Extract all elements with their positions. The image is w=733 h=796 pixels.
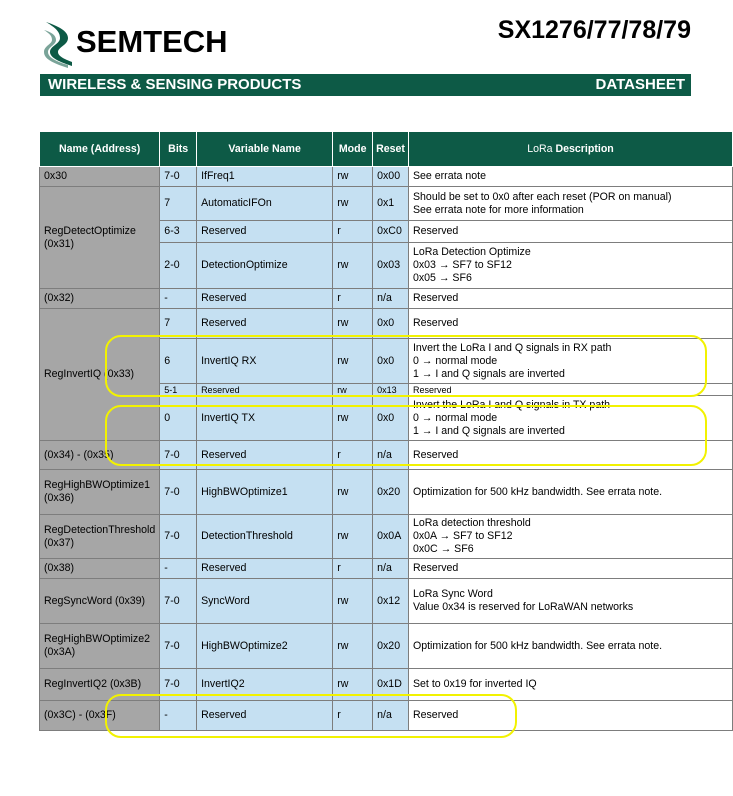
mode-cell: r xyxy=(333,559,373,579)
reset-cell: n/a xyxy=(373,441,409,470)
variable-cell: DetectionThreshold xyxy=(197,515,333,559)
reset-cell: 0xC0 xyxy=(373,221,409,243)
bits-cell: 7 xyxy=(160,309,197,339)
mode-cell: r xyxy=(333,441,373,470)
register-name-cell: RegSyncWord (0x39) xyxy=(40,579,160,624)
description-line: LoRa detection threshold xyxy=(412,517,531,529)
variable-cell: SyncWord xyxy=(197,579,333,624)
variable-cell: IfFreq1 xyxy=(197,167,333,187)
mode-cell: rw xyxy=(333,384,373,396)
description-line: 0x0C → SF6 xyxy=(412,543,474,555)
description-line: 0x03 → SF7 to SF12 xyxy=(412,259,512,271)
banner-right: DATASHEET xyxy=(595,76,685,93)
mode-cell: rw xyxy=(333,669,373,701)
mode-cell: r xyxy=(333,701,373,731)
reset-cell: n/a xyxy=(373,289,409,309)
description-cell xyxy=(408,221,732,243)
bits-cell: - xyxy=(160,559,197,579)
description-line: Invert the LoRa I and Q signals in TX path xyxy=(412,398,611,411)
reset-cell: 0x13 xyxy=(373,384,409,396)
register-name-cell: RegDetectOptimize (0x31) xyxy=(40,187,160,289)
description-cell xyxy=(408,339,732,384)
variable-cell: Reserved xyxy=(197,289,333,309)
variable-cell: AutomaticIFOn xyxy=(197,187,333,221)
mode-cell: rw xyxy=(333,339,373,384)
table-row xyxy=(40,289,733,309)
bits-cell: 7-0 xyxy=(160,515,197,559)
table-row xyxy=(40,309,733,339)
variable-cell: InvertIQ RX xyxy=(197,339,333,384)
table-row xyxy=(40,441,733,470)
bits-cell: 7-0 xyxy=(160,624,197,669)
description-line: LoRa Detection Optimize xyxy=(412,246,531,258)
bits-cell: 7 xyxy=(160,187,197,221)
description-cell xyxy=(408,559,732,579)
description-cell xyxy=(408,624,732,669)
description-line: 0 → normal mode xyxy=(412,354,498,367)
description-cell xyxy=(408,289,732,309)
bits-cell: 6-3 xyxy=(160,221,197,243)
doc-title: SX1276/77/78/79 xyxy=(497,16,691,44)
bits-cell: 5-1 xyxy=(160,384,197,396)
register-name-cell: (0x34) - (0x35) xyxy=(40,441,160,470)
variable-cell: Reserved xyxy=(197,221,333,243)
table-row xyxy=(40,579,733,624)
variable-cell: Reserved xyxy=(197,384,333,396)
variable-cell: Reserved xyxy=(197,559,333,579)
register-name-cell: (0x38) xyxy=(40,559,160,579)
description-line: Reserved xyxy=(412,709,459,721)
bits-cell: 0 xyxy=(160,396,197,441)
description-line: See errata note for more information xyxy=(412,203,584,216)
description-cell xyxy=(408,470,732,515)
description-cell xyxy=(408,515,732,559)
variable-cell: InvertIQ TX xyxy=(197,396,333,441)
description-line: Reserved xyxy=(412,562,459,574)
reset-cell: 0x0A xyxy=(373,515,409,559)
reset-cell: 0x20 xyxy=(373,470,409,515)
table-row xyxy=(40,701,733,731)
register-name-cell: 0x30 xyxy=(40,167,160,187)
col-header-description xyxy=(408,132,732,167)
variable-cell: Reserved xyxy=(197,309,333,339)
variable-cell: HighBWOptimize2 xyxy=(197,624,333,669)
table-row xyxy=(40,515,733,559)
reset-cell: 0x1 xyxy=(373,187,409,221)
bits-cell: 6 xyxy=(160,339,197,384)
description-line: Reserved xyxy=(412,384,452,395)
mode-cell: r xyxy=(333,221,373,243)
description-line: Reserved xyxy=(412,225,459,237)
reset-cell: 0x00 xyxy=(373,167,409,187)
description-cell xyxy=(408,396,732,441)
reset-cell: 0x0 xyxy=(373,309,409,339)
header-desc: Description xyxy=(555,143,614,155)
bits-cell: 7-0 xyxy=(160,441,197,470)
description-cell xyxy=(408,579,732,624)
logo-text: SEMTECH xyxy=(76,24,228,59)
description-line: Value 0x34 is reserved for LoRaWAN networks xyxy=(412,601,634,613)
description-line: 0x0A → SF7 to SF12 xyxy=(412,530,513,542)
banner-left: WIRELESS & SENSING PRODUCTS xyxy=(48,76,302,93)
mode-cell: rw xyxy=(333,243,373,289)
bits-cell: - xyxy=(160,701,197,731)
description-cell xyxy=(408,441,732,470)
mode-cell: rw xyxy=(333,396,373,441)
description-line: LoRa Sync Word xyxy=(412,588,493,600)
mode-cell: rw xyxy=(333,515,373,559)
header-lora: LoRa xyxy=(527,143,553,155)
mode-cell: rw xyxy=(333,624,373,669)
register-name-cell: RegInvertIQ2 (0x3B) xyxy=(40,669,160,701)
mode-cell: rw xyxy=(333,167,373,187)
register-name-cell: RegDetectionThreshold (0x37) xyxy=(40,515,160,559)
register-name-cell: RegHighBWOptimize1 (0x36) xyxy=(40,470,160,515)
variable-cell: HighBWOptimize1 xyxy=(197,470,333,515)
mode-cell: r xyxy=(333,289,373,309)
variable-cell: Reserved xyxy=(197,441,333,470)
col-header-reset: Reset xyxy=(373,132,409,167)
register-table xyxy=(39,131,733,731)
register-name-cell: RegHighBWOptimize2 (0x3A) xyxy=(40,624,160,669)
description-cell xyxy=(408,309,732,339)
description-line: See errata note xyxy=(412,170,486,182)
mode-cell: rw xyxy=(333,470,373,515)
table-row xyxy=(40,167,733,187)
reset-cell: 0x03 xyxy=(373,243,409,289)
description-cell xyxy=(408,669,732,701)
reset-cell: 0x1D xyxy=(373,669,409,701)
description-line: Reserved xyxy=(412,292,459,304)
description-line: Reserved xyxy=(412,448,459,461)
description-line: Optimization for 500 kHz bandwidth. See errata note. xyxy=(412,485,663,498)
bits-cell: 2-0 xyxy=(160,243,197,289)
table-row xyxy=(40,624,733,669)
col-header-variable: Variable Name xyxy=(197,132,333,167)
description-line: 0x05 → SF6 xyxy=(412,272,472,284)
reset-cell: 0x20 xyxy=(373,624,409,669)
description-cell xyxy=(408,701,732,731)
reset-cell: 0x0 xyxy=(373,396,409,441)
bits-cell: 7-0 xyxy=(160,470,197,515)
description-line: 1 → I and Q signals are inverted xyxy=(412,424,565,437)
description-line: 0 → normal mode xyxy=(412,411,498,424)
description-cell xyxy=(408,187,732,221)
reset-cell: 0x12 xyxy=(373,579,409,624)
variable-cell: InvertIQ2 xyxy=(197,669,333,701)
table-row xyxy=(40,669,733,701)
banner xyxy=(40,74,691,96)
description-line: 1 → I and Q signals are inverted xyxy=(412,367,565,380)
table-header-row xyxy=(40,132,733,167)
reset-cell: 0x0 xyxy=(373,339,409,384)
description-line: Optimization for 500 kHz bandwidth. See errata note. xyxy=(412,639,663,652)
reset-cell: n/a xyxy=(373,701,409,731)
bits-cell: 7-0 xyxy=(160,167,197,187)
register-name-cell: (0x3C) - (0x3F) xyxy=(40,701,160,731)
description-line: Reserved xyxy=(412,317,459,329)
register-name-cell: RegInvertIQ (0x33) xyxy=(40,309,160,441)
description-cell xyxy=(408,167,732,187)
description-cell xyxy=(408,384,732,396)
description-cell xyxy=(408,243,732,289)
reset-cell: n/a xyxy=(373,559,409,579)
mode-cell: rw xyxy=(333,579,373,624)
bits-cell: 7-0 xyxy=(160,669,197,701)
table-row xyxy=(40,559,733,579)
table-row xyxy=(40,187,733,221)
table-row xyxy=(40,470,733,515)
variable-cell: Reserved xyxy=(197,701,333,731)
description-line: Set to 0x19 for inverted IQ xyxy=(412,678,537,690)
col-header-bits: Bits xyxy=(160,132,197,167)
col-header-name: Name (Address) xyxy=(40,132,160,167)
description-line: Invert the LoRa I and Q signals in RX path xyxy=(412,341,612,354)
description-line: Should be set to 0x0 after each reset (POR on manual) xyxy=(412,190,672,203)
col-header-mode: Mode xyxy=(333,132,373,167)
register-name-cell: (0x32) xyxy=(40,289,160,309)
variable-cell: DetectionOptimize xyxy=(197,243,333,289)
bits-cell: - xyxy=(160,289,197,309)
mode-cell: rw xyxy=(333,309,373,339)
bits-cell: 7-0 xyxy=(160,579,197,624)
mode-cell: rw xyxy=(333,187,373,221)
